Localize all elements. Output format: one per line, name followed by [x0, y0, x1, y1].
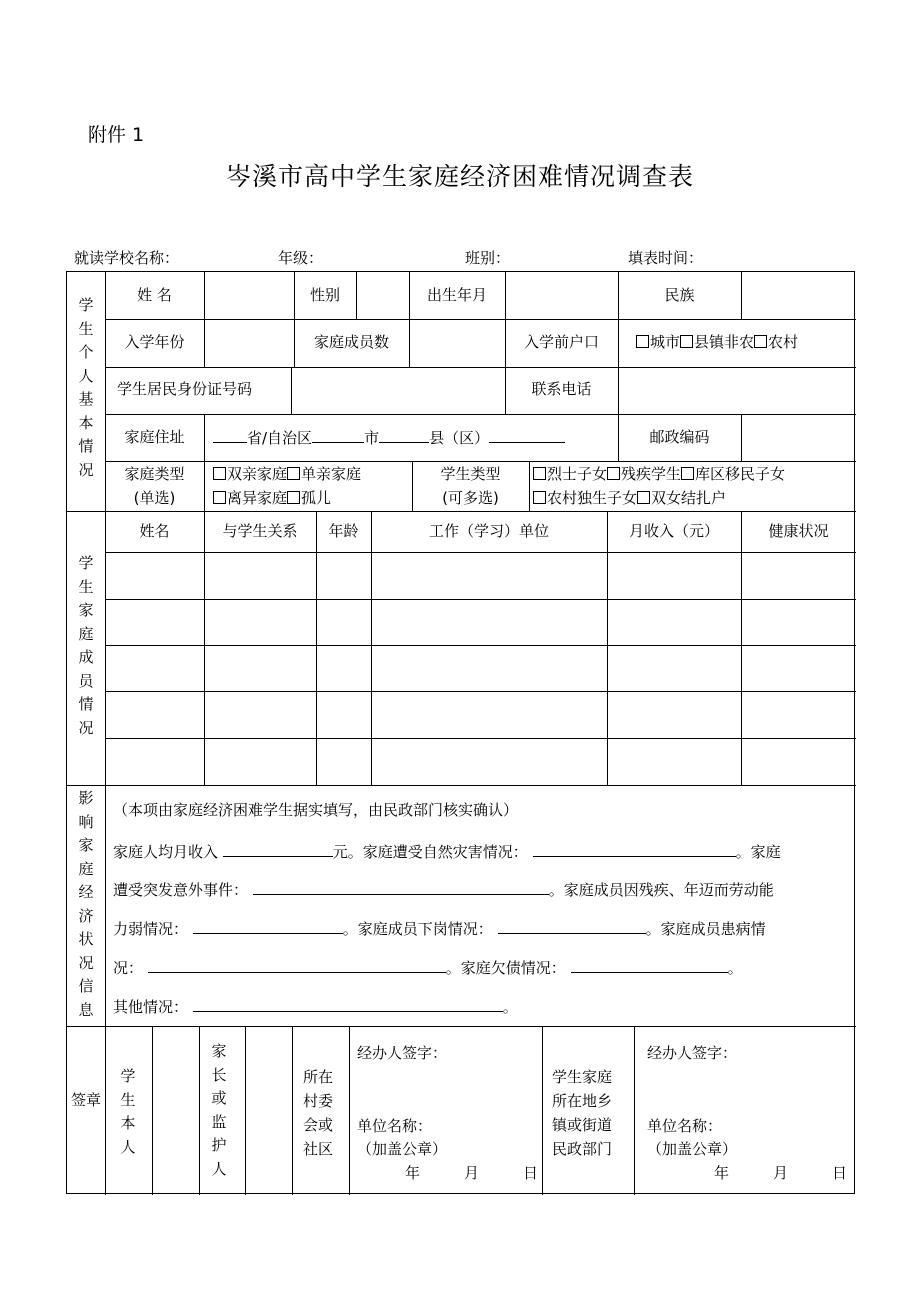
family-type-options-row1: 双亲家庭 单亲家庭 — [213, 463, 361, 485]
family-type-single-parent-checkbox[interactable] — [287, 467, 300, 480]
birth-date-field[interactable] — [506, 273, 617, 318]
hukou-option-rural: 农村 — [768, 333, 799, 351]
layoff-field[interactable] — [498, 917, 646, 934]
guardian-label — [209, 1040, 229, 1181]
student-type-label: 学生类型 — [440, 465, 501, 483]
civil-agent-sign-label: 经办人签字： — [647, 1044, 738, 1062]
civil-affairs-label-line-char: 学生家庭 — [552, 1068, 613, 1086]
section1-label-char: 人 — [78, 366, 94, 385]
section2-label-char: 情 — [78, 695, 94, 713]
birth-date-label: 出生年月 — [426, 286, 487, 304]
class-label: 班别： — [465, 249, 511, 267]
student-label-char: 学 — [120, 1067, 136, 1085]
section-divider — [67, 511, 856, 512]
community-label-line-char: 村委 — [303, 1092, 334, 1110]
civil-affairs-label-line-char: 镇或街道 — [552, 1116, 613, 1134]
section2-label-char: 庭 — [78, 624, 94, 643]
page-title: 岑溪市高中学生家庭经济困难情况调查表 — [225, 162, 694, 191]
economic-line-4: 况： 。家庭欠债情况： 。 — [113, 956, 743, 979]
community-label — [303, 1065, 333, 1161]
cell-line — [316, 511, 317, 785]
section-divider — [67, 1026, 856, 1027]
address-field[interactable]: 省/自治区 市 县（区） — [213, 426, 565, 449]
ethnicity-label: 民族 — [664, 286, 695, 304]
id-number-field[interactable] — [292, 368, 504, 413]
community-label-line-char: 所在 — [303, 1068, 334, 1086]
student-type-martyr-checkbox[interactable] — [533, 467, 546, 480]
family-type-note: (单选) — [133, 489, 176, 507]
section3-label-char: 庭 — [78, 859, 94, 878]
civil-affairs-label-line-char: 所在地乡 — [552, 1092, 613, 1110]
family-members-field[interactable] — [410, 320, 504, 366]
section3-label-char: 响 — [78, 812, 94, 831]
community-stamp-label: （加盖公章） — [357, 1140, 448, 1158]
student-label-char: 本 — [120, 1114, 136, 1132]
section3-label-char: 经 — [78, 883, 94, 901]
illness-field[interactable] — [148, 956, 446, 973]
per-capita-income-field[interactable] — [223, 840, 333, 857]
school-name-label: 就读学校名称： — [74, 249, 180, 267]
row-line — [105, 599, 856, 600]
address-label: 家庭住址 — [124, 428, 185, 446]
section1-label-char: 情 — [78, 437, 94, 455]
cell-line — [204, 511, 205, 785]
cell-line — [204, 414, 205, 461]
cell-line — [741, 511, 742, 785]
hukou-option-urban: 城市 — [650, 333, 681, 351]
name-label: 姓 名 — [137, 286, 172, 304]
grade-label: 年级： — [278, 249, 324, 267]
column-header-health: 健康状况 — [768, 522, 829, 540]
student-label-char: 生 — [120, 1090, 136, 1109]
section2-label-char: 学 — [78, 554, 94, 572]
guardian-label-char: 护 — [211, 1136, 227, 1154]
ethnicity-field[interactable] — [742, 273, 855, 318]
family-type-divorced-checkbox[interactable] — [213, 491, 226, 504]
column-header-name: 姓名 — [139, 522, 170, 540]
family-type-options-row2: 离异家庭 孤儿 — [213, 487, 331, 509]
section3-label-char: 济 — [78, 906, 94, 925]
survey-form-table — [66, 271, 855, 1194]
hukou-options — [636, 331, 798, 353]
cell-line — [349, 1026, 350, 1195]
civil-stamp-label: （加盖公章） — [647, 1140, 738, 1158]
civil-affairs-label-line-char: 民政部门 — [552, 1140, 613, 1158]
accident-field[interactable] — [253, 878, 549, 895]
cell-line — [152, 1026, 153, 1195]
gender-field[interactable] — [357, 273, 408, 318]
student-type-options-row1: 烈士子女 残疾学生 库区移民子女 — [533, 463, 785, 485]
section-divider — [67, 785, 856, 786]
section2-label-char: 家 — [78, 601, 94, 619]
row-line — [105, 691, 856, 692]
student-type-disabled-checkbox[interactable] — [607, 467, 620, 480]
civil-date[interactable]: 年 月 日 — [714, 1164, 848, 1182]
community-unit-name-label: 单位名称： — [357, 1117, 433, 1135]
guardian-label-char: 监 — [211, 1112, 227, 1131]
label-column-line — [105, 272, 106, 1195]
student-type-only-child-checkbox[interactable] — [533, 491, 546, 504]
section2-label-char: 况 — [78, 718, 94, 737]
cell-line — [371, 511, 372, 785]
cell-line — [292, 1026, 293, 1195]
section-label-personal-info — [76, 294, 96, 482]
row-line — [105, 552, 856, 553]
section3-label-char: 状 — [78, 930, 94, 948]
section1-label-char: 个 — [78, 343, 94, 361]
student-type-reservoir-checkbox[interactable] — [681, 467, 694, 480]
column-header-age: 年龄 — [328, 522, 359, 540]
postcode-label: 邮政编码 — [649, 428, 710, 446]
section2-label-char: 生 — [78, 577, 94, 596]
community-date[interactable]: 年 月 日 — [405, 1164, 539, 1182]
attachment-label: 附件 1 — [88, 124, 145, 146]
hukou-town-checkbox[interactable] — [680, 335, 693, 348]
section-label-economic-factors — [76, 787, 96, 1022]
debt-field[interactable] — [571, 956, 728, 973]
column-header-relation: 与学生关系 — [222, 522, 298, 540]
economic-line-5: 其他情况： 。 — [113, 995, 518, 1018]
cell-line — [607, 511, 608, 785]
section-label-family-members — [76, 552, 96, 740]
hukou-option-town: 县镇非农 — [694, 333, 755, 351]
guardian-label-char: 或 — [211, 1089, 227, 1107]
family-type-label: 家庭类型 — [124, 465, 185, 483]
guardian-label-char: 长 — [211, 1065, 227, 1084]
economic-line-3: 力弱情况： 。家庭成员下岗情况： 。家庭成员患病情 — [113, 917, 766, 940]
section2-label-char: 成 — [78, 648, 94, 666]
community-label-line-char: 社区 — [303, 1140, 334, 1158]
section2-label-char: 员 — [78, 671, 94, 690]
cell-line — [529, 461, 530, 511]
cell-line — [634, 1026, 635, 1195]
guardian-label-char: 家 — [211, 1042, 227, 1060]
enrollment-year-field[interactable] — [205, 320, 293, 366]
gender-label: 性别 — [309, 286, 340, 304]
enrollment-year-label: 入学年份 — [124, 333, 185, 351]
other-situation-field[interactable] — [193, 995, 503, 1012]
student-self-label — [118, 1065, 138, 1159]
student-type-note: (可多选) — [442, 489, 499, 507]
section-label-signatures: 签章 — [70, 1091, 101, 1109]
phone-field[interactable] — [619, 368, 855, 413]
section3-label-char: 影 — [78, 789, 94, 807]
column-header-workplace: 工作（学习）单位 — [428, 522, 549, 540]
guardian-signature-field[interactable] — [246, 1027, 291, 1194]
row-line — [105, 461, 856, 462]
economic-line-1: 家庭人均月收入 元。家庭遭受自然灾害情况： 。家庭 — [113, 840, 781, 863]
disability-field[interactable] — [193, 917, 343, 934]
family-members-label: 家庭成员数 — [313, 333, 389, 351]
postcode-field[interactable] — [742, 415, 855, 460]
student-type-options-row2: 农村独生子女 双女结扎户 — [533, 487, 726, 509]
section3-label-char: 家 — [78, 836, 94, 854]
phone-label: 联系电话 — [531, 380, 592, 398]
civil-unit-name-label: 单位名称： — [647, 1117, 723, 1135]
cell-line — [542, 1026, 543, 1195]
economic-line-2: 遭受突发意外事件： 。家庭成员因残疾、年迈而劳动能 — [113, 878, 774, 901]
row-line — [105, 738, 856, 739]
hukou-label: 入学前户口 — [523, 333, 599, 351]
student-type-two-daughters-checkbox[interactable] — [637, 491, 650, 504]
column-header-income: 月收入（元） — [628, 522, 719, 540]
section1-label-char: 生 — [78, 319, 94, 338]
name-field[interactable] — [205, 273, 293, 318]
date-label: 填表时间： — [628, 249, 704, 267]
natural-disaster-field[interactable] — [533, 840, 736, 857]
community-label-line-char: 会或 — [303, 1116, 334, 1134]
section3-label-char: 信 — [78, 977, 94, 995]
hukou-rural-checkbox[interactable] — [754, 335, 767, 348]
hukou-urban-checkbox[interactable] — [636, 335, 649, 348]
section1-label-char: 本 — [78, 413, 94, 432]
family-type-orphan-checkbox[interactable] — [287, 491, 300, 504]
id-number-label: 学生居民身份证号码 — [117, 380, 253, 398]
student-label-char: 人 — [120, 1137, 136, 1156]
section1-label-char: 基 — [78, 390, 94, 408]
section3-note: （本项由家庭经济困难学生据实填写，由民政部门核实确认） — [113, 801, 519, 819]
guardian-label-char: 人 — [211, 1159, 227, 1178]
row-line — [105, 645, 856, 646]
cell-line — [204, 461, 205, 511]
section3-label-char: 况 — [78, 953, 94, 972]
section3-label-char: 息 — [78, 1000, 94, 1019]
civil-affairs-label — [552, 1065, 612, 1161]
family-type-two-parent-checkbox[interactable] — [213, 467, 226, 480]
section1-label-char: 况 — [78, 460, 94, 479]
section1-label-char: 学 — [78, 296, 94, 314]
community-agent-sign-label: 经办人签字： — [357, 1044, 448, 1062]
